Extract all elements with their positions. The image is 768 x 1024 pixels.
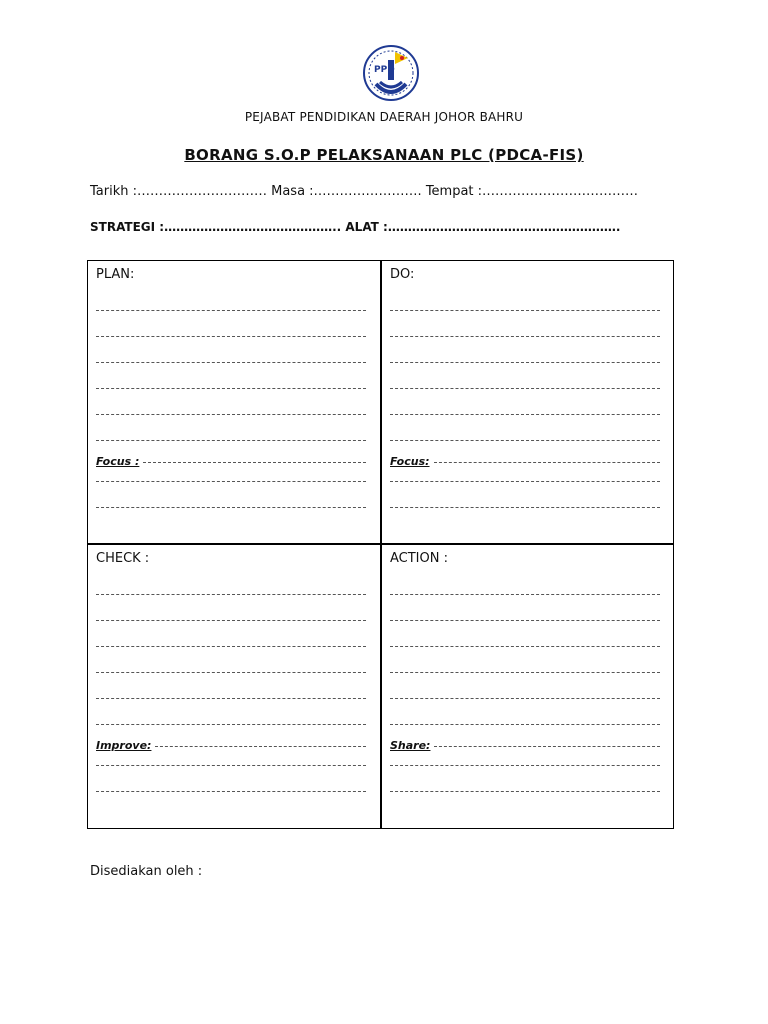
write-line[interactable] [96, 440, 366, 441]
check-title: CHECK : [96, 551, 150, 566]
write-line[interactable] [96, 620, 366, 621]
date-time-place-field[interactable]: Tarikh :………………………… Masa :……………………. Tempat :……………………………… [90, 184, 639, 199]
focus-row[interactable] [96, 455, 366, 467]
office-name: PEJABAT PENDIDIKAN DAERAH JOHOR BAHRU [244, 110, 524, 124]
write-line[interactable] [434, 462, 660, 463]
write-line[interactable] [96, 672, 366, 673]
write-line[interactable] [390, 414, 660, 415]
write-line[interactable] [96, 765, 366, 766]
svg-text:PPD: PPD [374, 65, 395, 75]
action-cell[interactable] [390, 551, 660, 792]
plan-title: PLAN: [96, 267, 135, 282]
write-line[interactable] [96, 388, 366, 389]
focus-row[interactable] [390, 455, 660, 467]
write-line[interactable] [96, 310, 366, 311]
write-line[interactable] [390, 620, 660, 621]
strategy-tool-field[interactable]: STRATEGI :…………………………………….. ALAT :…………………………………………………. [90, 220, 621, 234]
write-line[interactable] [96, 507, 366, 508]
focus-label: Focus : [96, 454, 140, 468]
write-line[interactable] [390, 594, 660, 595]
write-line[interactable] [390, 672, 660, 673]
do-cell[interactable] [390, 267, 660, 508]
write-line[interactable] [96, 646, 366, 647]
write-line[interactable] [96, 698, 366, 699]
write-line[interactable] [143, 462, 366, 463]
write-line[interactable] [390, 481, 660, 482]
write-line[interactable] [390, 362, 660, 363]
write-line[interactable] [390, 724, 660, 725]
prepared-by-label: Disediakan oleh : [90, 864, 203, 879]
write-line[interactable] [96, 336, 366, 337]
write-line[interactable] [155, 746, 366, 747]
ppd-logo [362, 44, 420, 102]
focus-label: Focus: [390, 454, 430, 468]
write-line[interactable] [390, 388, 660, 389]
do-title: DO: [390, 267, 415, 282]
write-line[interactable] [96, 362, 366, 363]
share-label: Share: [390, 738, 431, 752]
write-line[interactable] [390, 791, 660, 792]
write-line[interactable] [390, 507, 660, 508]
improve-label: Improve: [96, 738, 152, 752]
write-line[interactable] [96, 481, 366, 482]
write-line[interactable] [390, 698, 660, 699]
write-line[interactable] [96, 724, 366, 725]
write-line[interactable] [390, 440, 660, 441]
write-line[interactable] [390, 765, 660, 766]
share-row[interactable] [390, 739, 660, 751]
check-cell[interactable] [96, 551, 366, 792]
action-title: ACTION : [390, 551, 448, 566]
pdca-grid [87, 260, 674, 829]
write-line[interactable] [390, 646, 660, 647]
horizontal-divider [88, 543, 673, 545]
improve-row[interactable] [96, 739, 366, 751]
write-line[interactable] [96, 594, 366, 595]
write-line[interactable] [390, 336, 660, 337]
plan-cell[interactable] [96, 267, 366, 508]
write-line[interactable] [96, 414, 366, 415]
form-title: BORANG S.O.P PELAKSANAAN PLC (PDCA-FIS) [184, 146, 584, 164]
write-line[interactable] [96, 791, 366, 792]
write-line[interactable] [434, 746, 660, 747]
write-line[interactable] [390, 310, 660, 311]
